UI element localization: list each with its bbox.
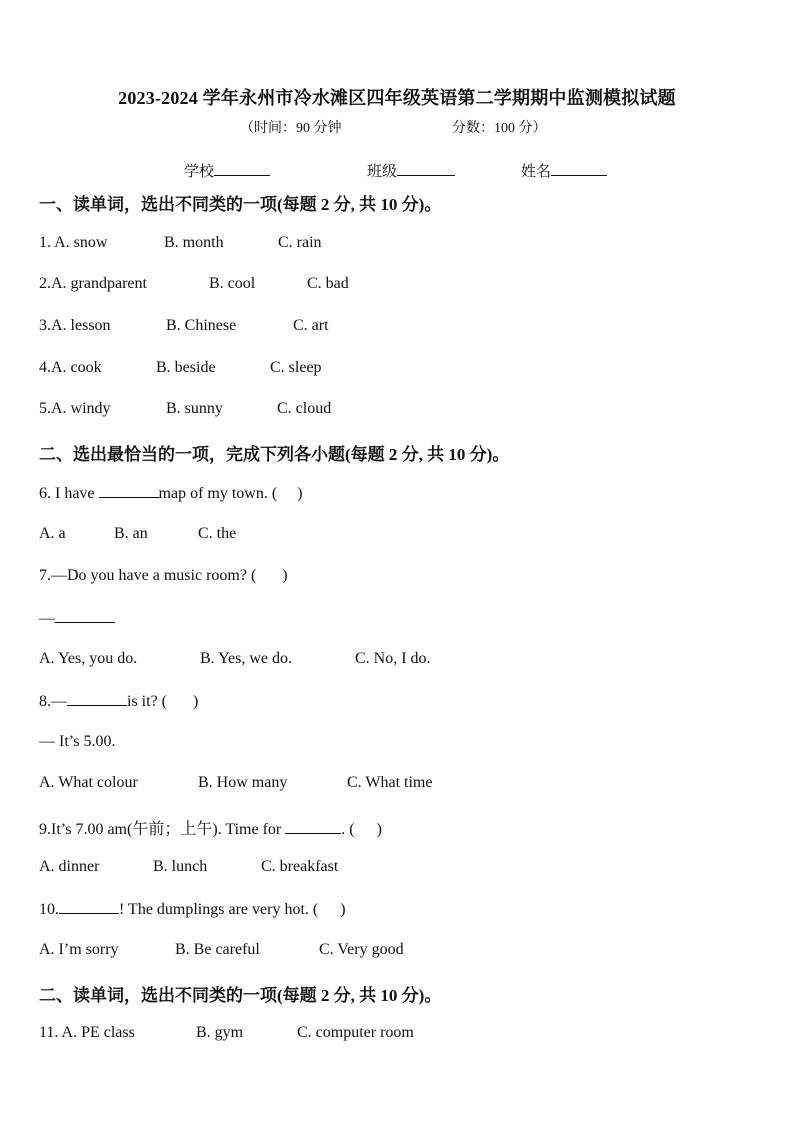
question-text-tail: ! The dumplings are very hot. ( xyxy=(119,901,319,918)
option-b: B. How many xyxy=(198,774,288,791)
question-8 xyxy=(39,691,198,711)
answer-blank xyxy=(59,899,119,914)
option-a: A. cook xyxy=(51,359,102,376)
question-9 xyxy=(39,816,382,839)
option-b: B. month xyxy=(164,234,224,251)
question-4 xyxy=(39,359,102,377)
answer-paren-close: ) xyxy=(376,821,382,838)
option-b: B. an xyxy=(114,525,148,542)
page-title: 2023-2024 学年永州市冷水滩区四年级英语第二学期期中监测模拟试题 xyxy=(118,88,676,108)
name-field xyxy=(521,160,607,181)
question-number: 1. xyxy=(39,234,55,251)
section-heading-1: 一、读单词，选出不同类的一项(每题 2 分, 共 10 分)。 xyxy=(39,195,442,214)
option-c: C. bad xyxy=(307,275,349,292)
option-c: C. sleep xyxy=(270,359,322,376)
school-field xyxy=(184,160,270,181)
name-blank xyxy=(551,161,607,176)
option-c: C. computer room xyxy=(297,1024,414,1041)
option-c: C. rain xyxy=(278,234,322,251)
option-a: A. a xyxy=(39,525,66,542)
question-11 xyxy=(39,1024,135,1042)
question-text: 7.—Do you have a music room? ( xyxy=(39,567,257,584)
question-10 xyxy=(39,899,346,919)
school-blank xyxy=(214,161,270,176)
class-field xyxy=(367,160,455,181)
answer-paren-close: ) xyxy=(340,901,346,918)
option-a: A. grandparent xyxy=(51,275,147,292)
option-b: B. Yes, we do. xyxy=(200,650,293,667)
question-number: 3. xyxy=(39,317,51,334)
option-b: B. beside xyxy=(156,359,216,376)
name-label: 姓名 xyxy=(521,164,552,180)
option-b: B. Be careful xyxy=(175,941,260,958)
question-2 xyxy=(39,275,147,293)
question-5 xyxy=(39,400,111,418)
option-b: B. Chinese xyxy=(166,317,237,334)
option-c: C. No, I do. xyxy=(355,650,431,667)
question-7-response xyxy=(39,608,115,628)
option-c: C. Very good xyxy=(319,941,404,958)
score-label: 分数：100 分） xyxy=(452,121,547,136)
question-text-tail: is it? ( xyxy=(127,693,167,710)
question-6 xyxy=(39,483,303,503)
option-b: B. cool xyxy=(209,275,256,292)
question-text: 8.— xyxy=(39,693,67,710)
option-a: A. dinner xyxy=(39,858,100,875)
question-number: 2. xyxy=(39,275,51,292)
answer-blank xyxy=(99,483,159,498)
question-8-answer: — It’s 5.00. xyxy=(39,733,116,750)
option-a: A. windy xyxy=(51,400,111,417)
option-c: C. breakfast xyxy=(261,858,339,875)
option-a: A. snow xyxy=(54,234,108,251)
question-number: 4. xyxy=(39,359,51,376)
answer-blank xyxy=(55,608,115,623)
answer-paren-close: ) xyxy=(282,567,288,584)
question-text: 6. I have xyxy=(39,485,99,502)
section-heading-2: 二、选出最恰当的一项，完成下列各小题(每题 2 分, 共 10 分)。 xyxy=(39,445,510,464)
option-a: A. PE class xyxy=(61,1024,135,1041)
option-b: B. sunny xyxy=(166,400,223,417)
question-text-tail: . ( xyxy=(341,821,355,838)
answer-paren-close: ) xyxy=(193,693,199,710)
school-label: 学校 xyxy=(184,164,215,180)
option-c: C. the xyxy=(198,525,237,542)
answer-paren-close: ) xyxy=(297,485,303,502)
question-text: 10. xyxy=(39,901,59,918)
question-text: 9.It’s 7.00 am(午前；上午). Time for xyxy=(39,821,286,838)
answer-blank xyxy=(67,691,127,706)
answer-blank xyxy=(285,819,341,834)
dash: — xyxy=(39,610,55,627)
question-7 xyxy=(39,567,288,585)
question-number: 11. xyxy=(39,1024,62,1041)
class-blank xyxy=(397,161,455,176)
option-a: A. lesson xyxy=(51,317,111,334)
question-number: 5. xyxy=(39,400,51,417)
class-label: 班级 xyxy=(367,164,398,180)
option-a: A. What colour xyxy=(39,774,138,791)
question-1 xyxy=(39,234,107,252)
option-c: C. art xyxy=(293,317,329,334)
option-b: B. lunch xyxy=(153,858,208,875)
question-3 xyxy=(39,317,111,335)
option-c: C. What time xyxy=(347,774,433,791)
time-label: （时间：90 分钟 xyxy=(240,121,342,136)
option-b: B. gym xyxy=(196,1024,244,1041)
section-heading-3: 二、读单词，选出不同类的一项(每题 2 分, 共 10 分)。 xyxy=(39,986,442,1005)
option-a: A. Yes, you do. xyxy=(39,650,138,667)
option-c: C. cloud xyxy=(277,400,332,417)
question-text-tail: map of my town. ( xyxy=(158,485,278,502)
option-a: A. I’m sorry xyxy=(39,941,119,958)
